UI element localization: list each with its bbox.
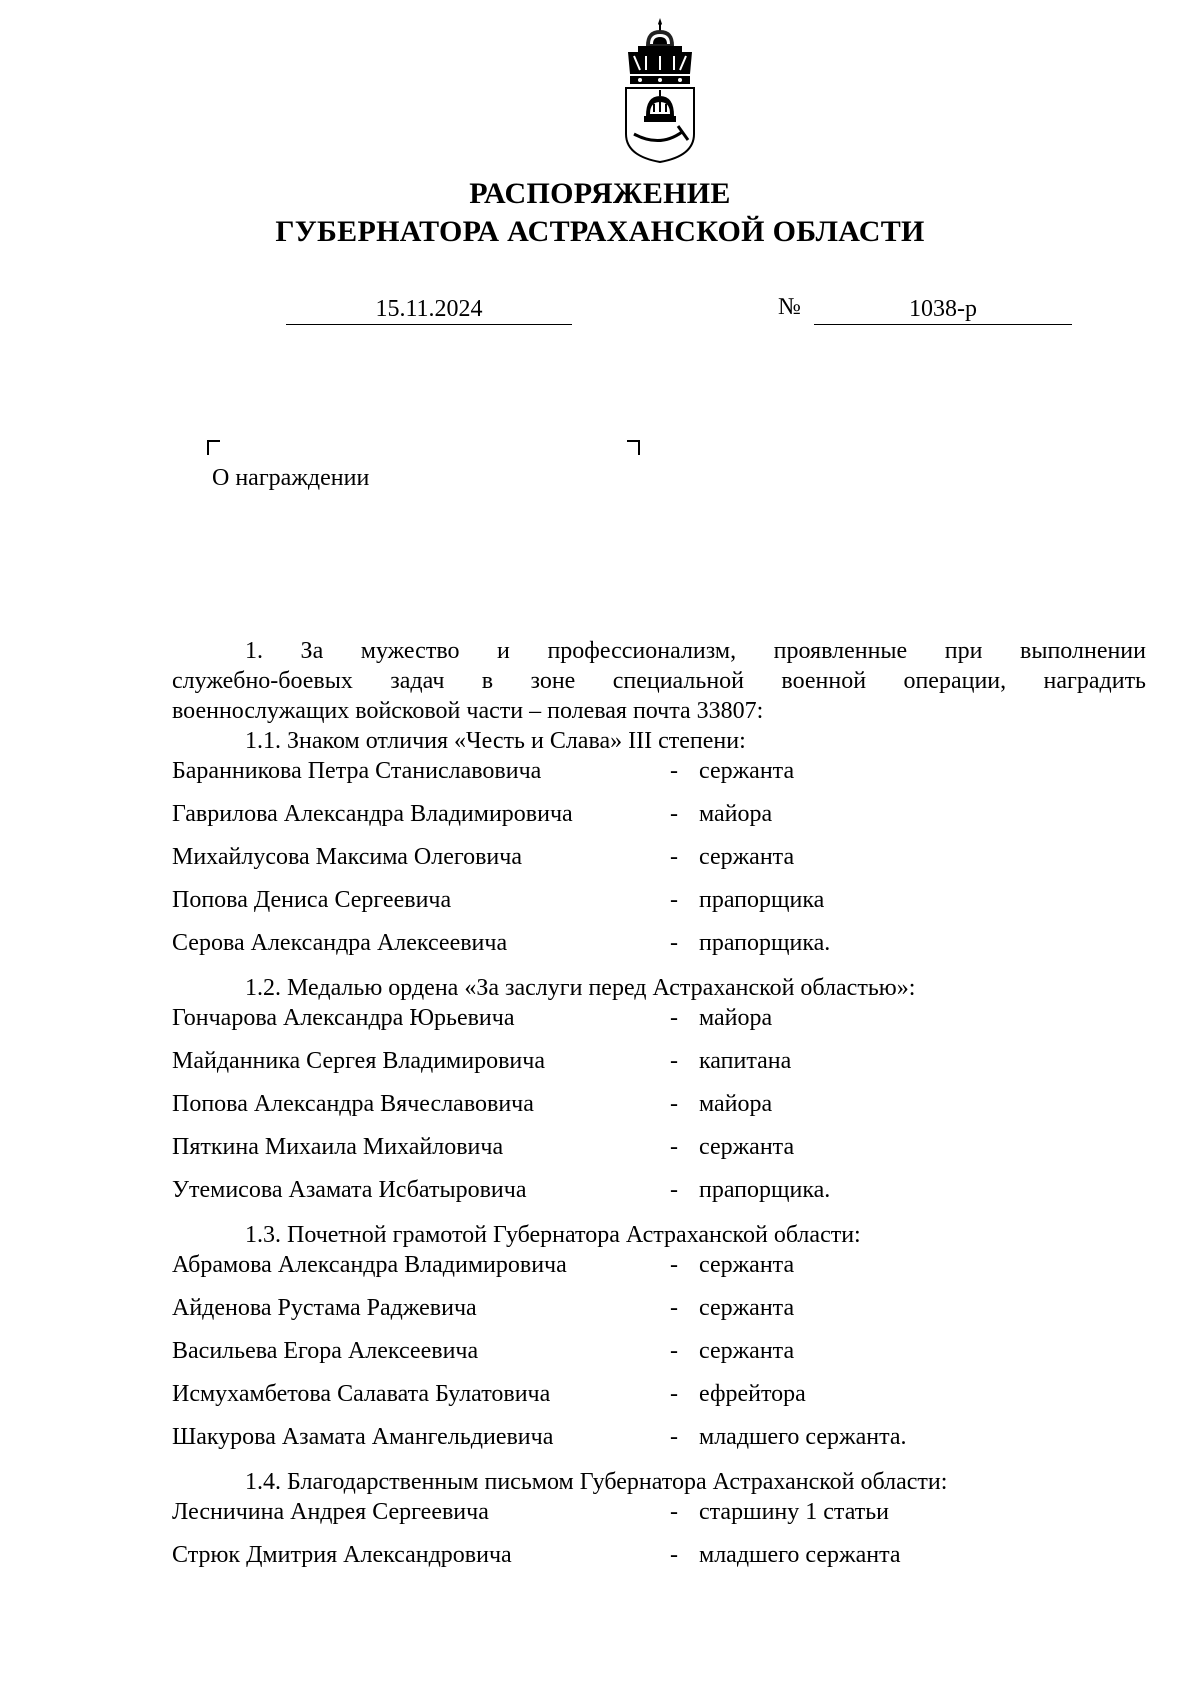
paragraph-1 bbox=[172, 636, 1146, 726]
list-item bbox=[172, 1422, 1072, 1452]
person-rank: сержанта bbox=[699, 1295, 795, 1321]
document-subject: О награждении bbox=[212, 465, 370, 491]
document-title-line2: ГУБЕРНАТОРА АСТРАХАНСКОЙ ОБЛАСТИ bbox=[275, 215, 925, 248]
separator-dash: - bbox=[670, 844, 678, 870]
document-date: 15.11.2024 bbox=[286, 294, 572, 325]
separator-dash: - bbox=[670, 930, 678, 956]
list-item bbox=[172, 1293, 1072, 1323]
list-item bbox=[172, 1250, 1072, 1280]
separator-dash: - bbox=[670, 1134, 678, 1160]
document-number: 1038-р bbox=[814, 294, 1072, 325]
document-title-line1: РАСПОРЯЖЕНИЕ bbox=[469, 177, 731, 210]
list-item bbox=[172, 1046, 1072, 1076]
separator-dash: - bbox=[670, 758, 678, 784]
list-item bbox=[172, 928, 1072, 958]
list-item bbox=[172, 1336, 1072, 1366]
separator-dash: - bbox=[670, 887, 678, 913]
separator-dash: - bbox=[670, 1048, 678, 1074]
person-rank: сержанта bbox=[699, 1252, 795, 1278]
person-name: Михайлусова Максима Олеговича bbox=[172, 844, 522, 870]
list-item bbox=[172, 885, 1072, 915]
separator-dash: - bbox=[670, 1091, 678, 1117]
person-rank: сержанта bbox=[699, 844, 795, 870]
separator-dash: - bbox=[670, 801, 678, 827]
list-item bbox=[172, 1540, 1072, 1570]
person-name: Попова Дениса Сергеевича bbox=[172, 887, 452, 913]
list-item bbox=[172, 842, 1072, 872]
subject-bracket-left bbox=[207, 440, 220, 455]
paragraph-line: 1. За мужество и профессионализм, проявленные при выполнении bbox=[245, 638, 1146, 664]
list-item bbox=[172, 799, 1072, 829]
subject-bracket-right bbox=[627, 440, 640, 455]
list-item bbox=[172, 756, 1072, 786]
person-rank: младшего сержанта. bbox=[699, 1424, 907, 1450]
person-name: Стрюк Дмитрия Александровича bbox=[172, 1542, 512, 1568]
person-rank: прапорщика. bbox=[699, 1177, 831, 1203]
paragraph-line: военнослужащих войсковой части – полевая почта 33807: bbox=[172, 698, 764, 724]
separator-dash: - bbox=[670, 1542, 678, 1568]
separator-dash: - bbox=[670, 1338, 678, 1364]
person-rank: сержанта bbox=[699, 1134, 795, 1160]
list-item bbox=[172, 1003, 1072, 1033]
section-heading-1-3: 1.3. Почетной грамотой Губернатора Астраханской области: bbox=[245, 1222, 861, 1248]
list-item bbox=[172, 1379, 1072, 1409]
person-rank: майора bbox=[699, 801, 773, 827]
person-rank: капитана bbox=[699, 1048, 792, 1074]
person-name: Абрамова Александра Владимировича bbox=[172, 1252, 567, 1278]
section-heading-1-4: 1.4. Благодарственным письмом Губернатора Астраханской области: bbox=[245, 1469, 948, 1495]
list-item bbox=[172, 1497, 1072, 1527]
person-name: Гончарова Александра Юрьевича bbox=[172, 1005, 515, 1031]
person-name: Серова Александра Алексеевича bbox=[172, 930, 508, 956]
person-rank: майора bbox=[699, 1091, 773, 1117]
number-sign: № bbox=[778, 294, 801, 320]
person-rank: прапорщика bbox=[699, 887, 825, 913]
person-name: Утемисова Азамата Исбатыровича bbox=[172, 1177, 527, 1203]
section-heading-1-2: 1.2. Медалью ордена «За заслуги перед Астраханской областью»: bbox=[245, 975, 916, 1001]
separator-dash: - bbox=[670, 1381, 678, 1407]
person-name: Пяткина Михаила Михайловича bbox=[172, 1134, 504, 1160]
paragraph-line: служебно-боевых задач в зоне специальной военной операции, наградить bbox=[172, 668, 1146, 694]
person-name: Попова Александра Вячеславовича bbox=[172, 1091, 534, 1117]
separator-dash: - bbox=[670, 1424, 678, 1450]
section-heading-1-1: 1.1. Знаком отличия «Честь и Слава» III степени: bbox=[245, 728, 746, 754]
separator-dash: - bbox=[670, 1177, 678, 1203]
person-name: Исмухамбетова Салавата Булатовича bbox=[172, 1381, 551, 1407]
person-rank: прапорщика. bbox=[699, 930, 831, 956]
list-item bbox=[172, 1132, 1072, 1162]
person-name: Майданника Сергея Владимировича bbox=[172, 1048, 545, 1074]
list-item bbox=[172, 1175, 1072, 1205]
separator-dash: - bbox=[670, 1499, 678, 1525]
separator-dash: - bbox=[670, 1005, 678, 1031]
separator-dash: - bbox=[670, 1295, 678, 1321]
person-rank: младшего сержанта bbox=[699, 1542, 901, 1568]
list-item bbox=[172, 1089, 1072, 1119]
person-name: Шакурова Азамата Амангельдиевича bbox=[172, 1424, 554, 1450]
person-rank: старшину 1 статьи bbox=[699, 1499, 889, 1525]
person-rank: сержанта bbox=[699, 758, 795, 784]
person-rank: ефрейтора bbox=[699, 1381, 806, 1407]
person-name: Васильева Егора Алексеевича bbox=[172, 1338, 479, 1364]
person-rank: сержанта bbox=[699, 1338, 795, 1364]
astrakhan-coat-of-arms-icon bbox=[620, 16, 700, 164]
person-rank: майора bbox=[699, 1005, 773, 1031]
person-name: Лесничина Андрея Сергеевича bbox=[172, 1499, 489, 1525]
person-name: Баранникова Петра Станиславовича bbox=[172, 758, 542, 784]
person-name: Гаврилова Александра Владимировича bbox=[172, 801, 573, 827]
separator-dash: - bbox=[670, 1252, 678, 1278]
person-name: Айденова Рустама Раджевича bbox=[172, 1295, 477, 1321]
